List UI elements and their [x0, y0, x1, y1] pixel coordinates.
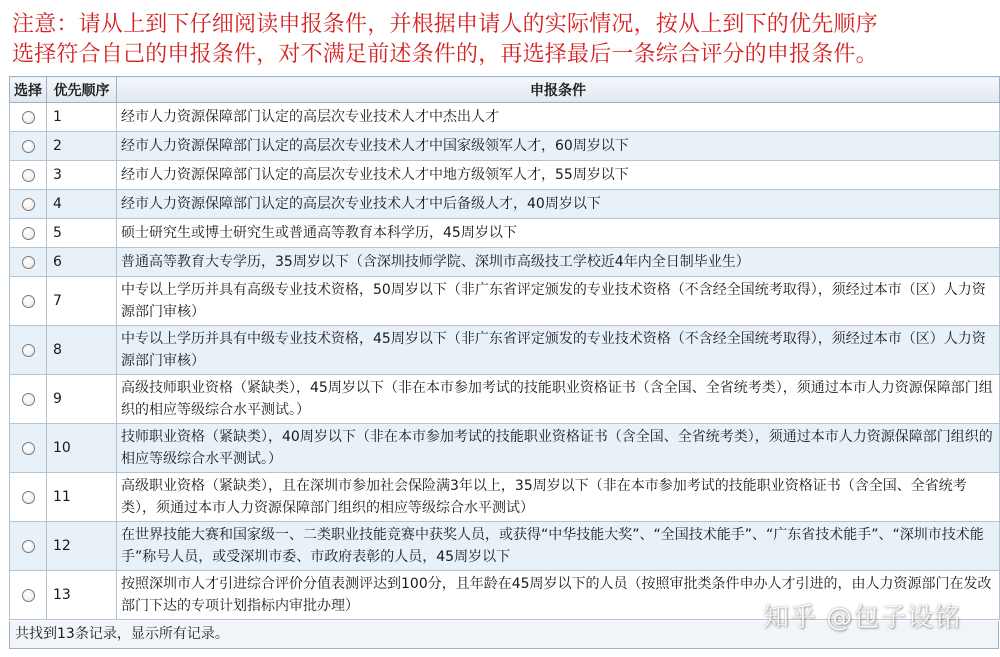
priority-cell: 2 [47, 132, 117, 161]
radio-button[interactable] [22, 256, 35, 269]
condition-cell: 普通高等教育大专学历，35周岁以下（含深圳技师学院、深圳市高级技工学校近4年内全日制毕业生） [117, 248, 1000, 277]
priority-cell: 11 [47, 473, 117, 522]
condition-cell: 经市人力资源保障部门认定的高层次专业技术人才中杰出人才 [117, 103, 1000, 132]
priority-cell: 8 [47, 326, 117, 375]
select-cell [10, 375, 47, 424]
table-row[interactable] [10, 277, 1000, 326]
table-row[interactable] [10, 132, 1000, 161]
radio-button[interactable] [22, 393, 35, 406]
select-cell [10, 277, 47, 326]
priority-cell: 5 [47, 219, 117, 248]
select-cell [10, 190, 47, 219]
radio-button[interactable] [22, 140, 35, 153]
condition-cell: 技师职业资格（紧缺类），40周岁以下（非在本市参加考试的技能职业资格证书（含全国、全省统考类），须通过本市人力资源保障部门组织的相应等级综合水平测试。） [117, 424, 1000, 473]
priority-cell: 12 [47, 522, 117, 571]
select-cell [10, 103, 47, 132]
table-row[interactable] [10, 375, 1000, 424]
radio-button[interactable] [22, 111, 35, 124]
radio-button[interactable] [22, 589, 35, 602]
table-row[interactable] [10, 326, 1000, 375]
condition-cell: 在世界技能大赛和国家级一、二类职业技能竞赛中获奖人员，或获得“中华技能大奖”、“全国技术能手”、“广东省技术能手”、“深圳市技术能手”称号人员，或受深圳市委、市政府表彰的人员，45周岁以下 [117, 522, 1000, 571]
priority-cell: 1 [47, 103, 117, 132]
radio-button[interactable] [22, 227, 35, 240]
condition-cell: 经市人力资源保障部门认定的高层次专业技术人才中地方级领军人才，55周岁以下 [117, 161, 1000, 190]
select-cell [10, 571, 47, 620]
notice-line-2: 选择符合自己的申报条件，对不满足前述条件的，再选择最后一条综合评分的申报条件。 [12, 42, 878, 67]
table-row[interactable] [10, 219, 1000, 248]
priority-cell: 4 [47, 190, 117, 219]
notice-line-1: 注意：请从上到下仔细阅读申报条件，并根据申请人的实际情况，按从上到下的优先顺序 [12, 12, 878, 37]
conditions-table [9, 76, 1000, 620]
condition-cell: 经市人力资源保障部门认定的高层次专业技术人才中后备级人才，40周岁以下 [117, 190, 1000, 219]
select-cell [10, 473, 47, 522]
select-cell [10, 248, 47, 277]
select-cell [10, 424, 47, 473]
select-cell [10, 161, 47, 190]
priority-cell: 13 [47, 571, 117, 620]
radio-button[interactable] [22, 442, 35, 455]
table-row[interactable] [10, 473, 1000, 522]
condition-cell: 中专以上学历并具有中级专业技术资格，45周岁以下（非广东省评定颁发的专业技术资格（不含经全国统考取得），须经过本市（区）人力资源部门审核） [117, 326, 1000, 375]
condition-cell: 高级技师职业资格（紧缺类），45周岁以下（非在本市参加考试的技能职业资格证书（含全国、全省统考类），须通过本市人力资源保障部门组织的相应等级综合水平测试。） [117, 375, 1000, 424]
priority-cell: 7 [47, 277, 117, 326]
radio-button[interactable] [22, 295, 35, 308]
table-row[interactable] [10, 522, 1000, 571]
select-cell [10, 326, 47, 375]
radio-button[interactable] [22, 344, 35, 357]
priority-cell: 6 [47, 248, 117, 277]
notice-banner [0, 0, 1000, 73]
watermark-text: 知乎 @包子设铭 [763, 603, 962, 633]
condition-cell: 按照深圳市人才引进综合评价分值表测评达到100分，且年龄在45周岁以下的人员（按照审批类条件申办人才引进的，由人力资源部门在发改部门下达的专项计划指标内审批办理） [117, 571, 1000, 620]
radio-button[interactable] [22, 169, 35, 182]
select-cell [10, 522, 47, 571]
table-header-row [10, 77, 1000, 103]
header-priority: 优先顺序 [47, 77, 117, 103]
condition-cell: 中专以上学历并具有高级专业技术资格，50周岁以下（非广东省评定颁发的专业技术资格（不含经全国统考取得），须经过本市（区）人力资源部门审核） [117, 277, 1000, 326]
condition-cell: 高级职业资格（紧缺类），且在深圳市参加社会保险满3年以上，35周岁以下（非在本市参加考试的技能职业资格证书（含全国、全省统考类），须通过本市人力资源保障部门组织的相应等级综合水平测试） [117, 473, 1000, 522]
radio-button[interactable] [22, 198, 35, 211]
header-select: 选择 [10, 77, 47, 103]
record-count-footer: 共找到13条记录，显示所有记录。 [9, 621, 999, 649]
table-row[interactable] [10, 248, 1000, 277]
priority-cell: 9 [47, 375, 117, 424]
radio-button[interactable] [22, 540, 35, 553]
table-row[interactable] [10, 103, 1000, 132]
condition-cell: 硕士研究生或博士研究生或普通高等教育本科学历，45周岁以下 [117, 219, 1000, 248]
priority-cell: 3 [47, 161, 117, 190]
table-row[interactable] [10, 161, 1000, 190]
header-condition: 申报条件 [117, 77, 1000, 103]
table-row[interactable] [10, 424, 1000, 473]
radio-button[interactable] [22, 491, 35, 504]
select-cell [10, 132, 47, 161]
select-cell [10, 219, 47, 248]
condition-cell: 经市人力资源保障部门认定的高层次专业技术人才中国家级领军人才，60周岁以下 [117, 132, 1000, 161]
table-row[interactable] [10, 190, 1000, 219]
priority-cell: 10 [47, 424, 117, 473]
